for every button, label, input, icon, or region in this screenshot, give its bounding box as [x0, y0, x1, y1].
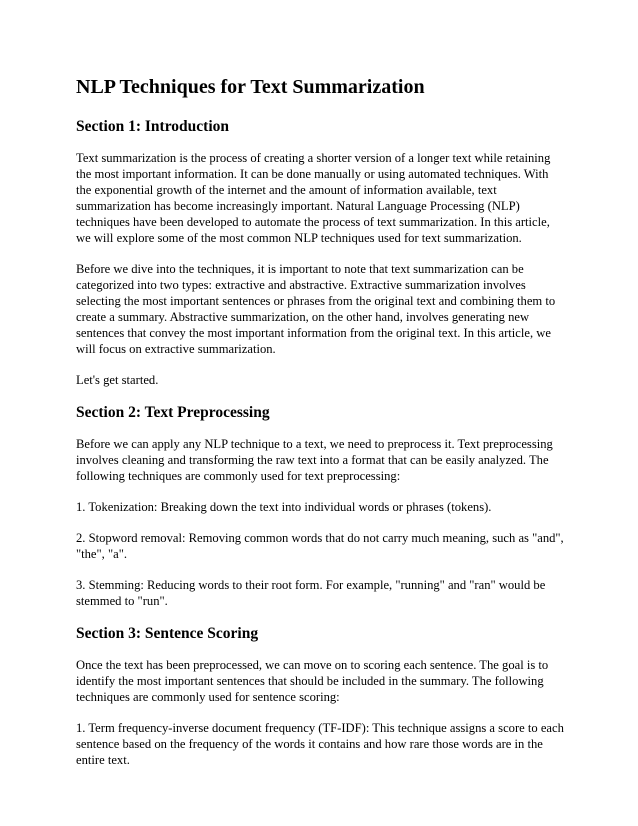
list-item: 3. Stemming: Reducing words to their root form. For example, "running" and "ran" would be stemmed to "run". — [76, 578, 546, 608]
document-title: NLP Techniques for Text Summarization — [76, 76, 425, 98]
section-introduction — [76, 117, 566, 388]
paragraph: Once the text has been preprocessed, we can move on to scoring each sentence. The goal is to identify the most important sentences that should be included in the summary. The following techniques are commonly used for sentence scoring: — [76, 658, 549, 704]
list-item: 1. Tokenization: Breaking down the text into individual words or phrases (tokens). — [76, 500, 492, 514]
paragraph: Text summarization is the process of creating a shorter version of a longer text while retaining the most important information. It can be done manually or using automated techniques. With the exponential growth of the internet and the amount of information available, text summarization has become increasingly important. Natural Language Processing (NLP) techniques have been developed to automate the process of text summarization. In this article, we will explore some of the most common NLP techniques used for text summarization. — [76, 151, 551, 245]
list-item: 1. Term frequency-inverse document frequency (TF-IDF): This technique assigns a score to each sentence based on the frequency of the words it contains and how rare those words are in the entire text. — [76, 721, 564, 767]
document-page — [76, 74, 566, 783]
paragraph: Let's get started. — [76, 373, 159, 387]
section-heading: Section 2: Text Preprocessing — [76, 404, 270, 421]
paragraph: Before we can apply any NLP technique to a text, we need to preprocess it. Text preprocessing involves cleaning and transforming the raw text into a format that can be easily analyzed. The following techniques are commonly used for text preprocessing: — [76, 437, 553, 483]
section-sentence-scoring — [76, 624, 566, 768]
section-heading: Section 1: Introduction — [76, 118, 230, 135]
section-text-preprocessing — [76, 403, 566, 609]
list-item: 2. Stopword removal: Removing common words that do not carry much meaning, such as "and", "the", "a". — [76, 531, 564, 561]
section-heading: Section 3: Sentence Scoring — [76, 625, 259, 642]
paragraph: Before we dive into the techniques, it is important to note that text summarization can be categorized into two types: extractive and abstractive. Extractive summarization involves selecting the most important sentences or phrases from the original text and combining them to create a summary. Abstractive summarization, on the other hand, involves generating new sentences that convey the most important information from the original text. In this article, we will focus on extractive summarization. — [76, 262, 556, 356]
